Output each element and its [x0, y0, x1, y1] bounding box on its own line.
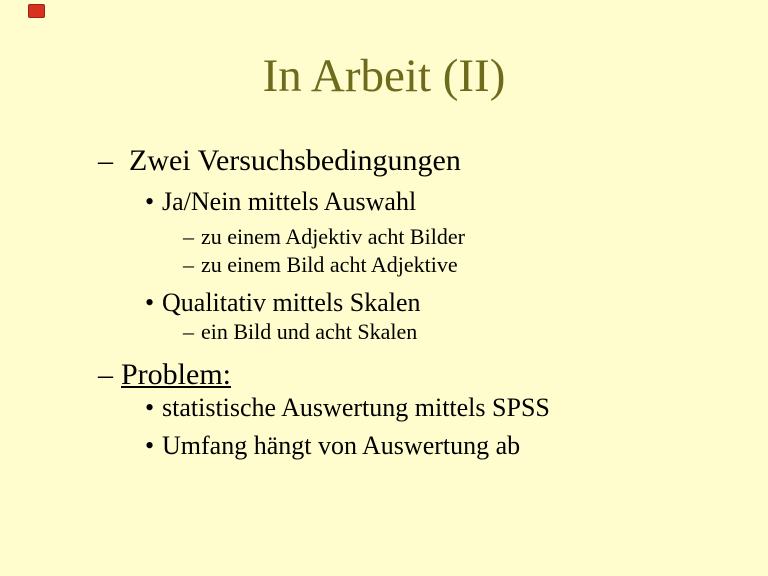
bullet-text: Zwei Versuchsbedingungen: [129, 144, 461, 177]
bullet-line-umfang-haengt-von-auswertung: [145, 433, 520, 459]
dash-bullet-icon: –: [183, 224, 194, 249]
dot-bullet-icon: •: [145, 187, 155, 216]
bullet-line-statistische-auswertung: [145, 395, 550, 421]
bullet-text-underlined: Problem:: [121, 358, 231, 391]
dash-bullet-icon: –: [98, 144, 113, 177]
bullet-line-zwei-versuchsbedingungen: [98, 146, 461, 176]
slide-title: In Arbeit (II): [262, 50, 506, 102]
dash-bullet-icon: –: [98, 358, 113, 391]
bullet-line-zu-einem-bild-acht-adjektive: [183, 254, 458, 276]
bullet-line-ja-nein-mittels-auswahl: [145, 189, 416, 215]
bullet-text: zu einem Adjektiv acht Bilder: [201, 224, 465, 249]
bullet-line-zu-einem-adjektiv-acht-bilder: [183, 226, 465, 248]
bullet-text: Ja/Nein mittels Auswahl: [162, 187, 417, 216]
bullet-text: Qualitativ mittels Skalen: [162, 288, 421, 317]
red-square-marker: [28, 4, 45, 18]
bullet-text: Umfang hängt von Auswertung ab: [162, 431, 521, 460]
dot-bullet-icon: •: [145, 288, 155, 317]
dash-bullet-icon: –: [183, 319, 194, 344]
dot-bullet-icon: •: [145, 431, 155, 460]
bullet-text: statistische Auswertung mittels SPSS: [162, 393, 550, 422]
bullet-text: ein Bild und acht Skalen: [201, 319, 418, 344]
bullet-line-ein-bild-und-acht-skalen: [183, 321, 417, 343]
dash-bullet-icon: –: [183, 252, 194, 277]
bullet-line-qualitativ-mittels-skalen: [145, 290, 421, 316]
bullet-line-problem: [98, 360, 231, 390]
dot-bullet-icon: •: [145, 393, 155, 422]
bullet-text: zu einem Bild acht Adjektive: [201, 252, 458, 277]
